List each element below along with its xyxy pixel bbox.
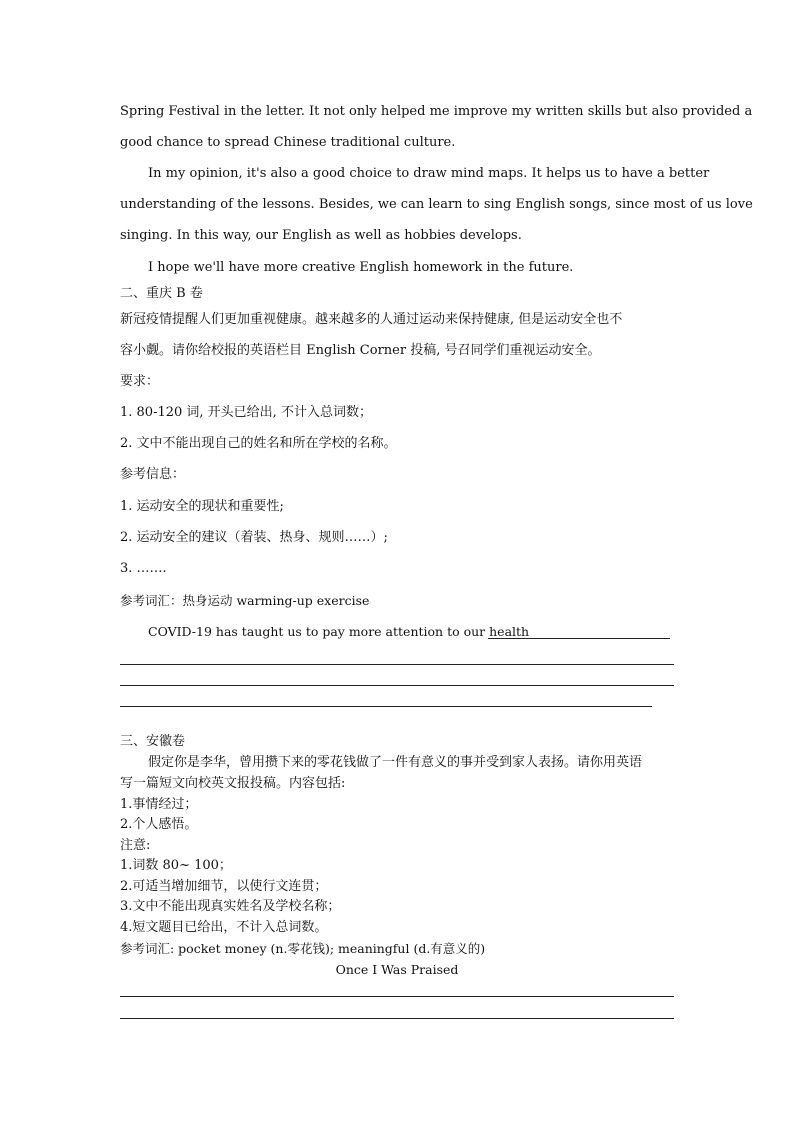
prompt-line-1: 假定你是李华，曾用攒下来的零花钱做了一件有意义的事并受到家人表扬。请你用英语: [148, 755, 643, 770]
essay-line-1: Spring Festival in the letter. It not only helped me improve my written skills but also provided a: [120, 104, 753, 119]
reference-info-1: 1. 运动安全的现状和重要性;: [120, 499, 284, 514]
note-1: 1.词数 80~ 100；: [120, 858, 232, 873]
answer-line-3: [120, 685, 674, 686]
section-heading-chongqing: 二、重庆 B 卷: [120, 286, 203, 301]
answer-line-2: [120, 1018, 674, 1019]
essay-line-3: In my opinion, it's also a good choice to draw mind maps. It helps us to have a better: [148, 166, 710, 181]
essay-line-4: understanding of the lessons. Besides, we can learn to sing English songs, since most of us love: [120, 197, 753, 212]
note-4: 4.短文题目已给出，不计入总词数。: [120, 920, 328, 935]
requirement-2: 2. 文中不能出现自己的姓名和所在学校的名称。: [120, 436, 397, 451]
requirement-1: 1. 80-120 词, 开头已给出, 不计入总词数；: [120, 405, 372, 420]
prompt-line-2: 容小觑。请你给校报的英语栏目 English Corner 投稿, 号召同学们重视运动安全。: [120, 343, 601, 358]
reference-info-label: 参考信息：: [120, 467, 186, 482]
answer-line-4: [120, 706, 652, 707]
answer-line-2: [120, 664, 674, 665]
essay-opening: COVID-19 has taught us to pay more attention to our health: [148, 624, 530, 639]
reference-info-3: 3. …….: [120, 561, 167, 576]
content-item-2: 2.个人感悟。: [120, 817, 198, 832]
answer-line-1: [120, 996, 674, 997]
essay-line-6: I hope we'll have more creative English homework in the future.: [148, 260, 574, 275]
note-2: 2.可适当增加细节，以使行文连贯；: [120, 879, 328, 894]
essay-line-5: singing. In this way, our English as well as hobbies develops.: [120, 228, 522, 243]
requirements-label: 要求：: [120, 374, 160, 389]
reference-vocab: 参考词汇: pocket money (n.零花钱); meaningful (d.有意义的): [120, 941, 486, 956]
prompt-line-2: 写一篇短文向校英文报投稿。内容包括:: [120, 776, 346, 791]
reference-vocab: 参考词汇：热身运动 warming-up exercise: [120, 593, 370, 608]
essay-title: Once I Was Praised: [335, 962, 459, 977]
answer-line-1: [488, 638, 670, 639]
essay-line-2: good chance to spread Chinese traditional culture.: [120, 135, 456, 150]
note-3: 3.文中不能出现真实姓名及学校名称；: [120, 899, 341, 914]
content-item-1: 1.事情经过；: [120, 797, 198, 812]
prompt-line-1: 新冠疫情提醒人们更加重视健康。越来越多的人通过运动来保持健康, 但是运动安全也不: [120, 312, 623, 327]
section-heading-anhui: 三、安徽卷: [120, 734, 186, 749]
notes-label: 注意:: [120, 838, 151, 853]
reference-info-2: 2. 运动安全的建议（着装、热身、规则……）;: [120, 530, 388, 545]
